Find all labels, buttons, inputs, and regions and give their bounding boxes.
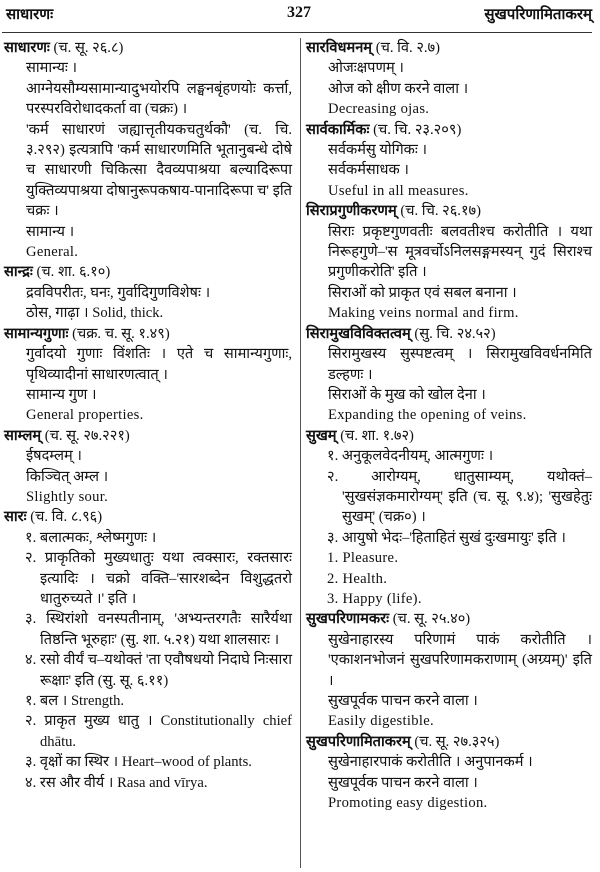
- definition-line: General properties.: [26, 407, 144, 424]
- definition-line: किञ्चित् अम्ल ।: [26, 468, 109, 485]
- dictionary-entry: [306, 732, 592, 814]
- source-reference: (च. सू. २७.३२५): [414, 733, 500, 750]
- numbered-sense: ३. स्थिरांशो वनस्पतीनाम्, 'अभ्यन्तरगतैः सारैर्यथा तिष्ठन्ति भूरुहाः' (सु. शा. ५.२१) यथा शालसारः ।: [25, 611, 292, 648]
- headword: सामान्यगुणाः: [4, 325, 69, 342]
- numbered-sense: ३. वृक्षों का स्थिर । Heart–wood of plants.: [25, 754, 252, 771]
- definition-line: सुखपूर्वक पाचन करने वाला ।: [328, 774, 478, 791]
- entry-heading: [4, 262, 292, 282]
- header-left-guide-word: साधारणः: [6, 7, 54, 23]
- numbered-sense: 3. Happy (life).: [327, 590, 422, 607]
- definition-line: Useful in all measures.: [328, 182, 469, 199]
- definition-line: Promoting easy digestion.: [328, 795, 488, 812]
- headword: सिराप्रगुणीकरणम्: [306, 203, 397, 220]
- definition-line: सिराः प्रकृष्टगुणवतीः बलवतीश्च करोतीति । यथा निरूहगुणे–'स मूत्रवर्चोऽनिलसङ्गमस्यन् गुदं सिराश्च प्रगुणीकरोति' इति ।: [328, 223, 592, 281]
- source-reference: (च. वि. २.७): [375, 40, 441, 56]
- definition-line: द्रवविपरीतः, घनः, गुर्वादिगुणविशेषः ।: [26, 284, 211, 301]
- numbered-sense: ४. रसो वीर्यं च–यथोक्तं 'ता एवौषधयो निदाघे निःसारा रूक्षाः' इति (सु. सू. ६.११): [25, 652, 292, 689]
- page-number: 327: [287, 4, 311, 21]
- running-header: [6, 4, 592, 26]
- numbered-sense: २. प्राकृतिको मुख्यधातुः यथा त्वक्सारः, रक्तसारः इत्यादिः । चक्रो वक्ति–'सारशब्देन विशुद्धतरो धातुरुच्यते ।' इति ।: [25, 550, 292, 607]
- numbered-sense: ४. रस और वीर्य । Rasa and vīrya.: [25, 774, 208, 791]
- definition-line: Making veins normal and firm.: [328, 305, 519, 322]
- numbered-sense: 2. Health.: [327, 570, 388, 587]
- source-reference: (च. चि. २३.२०९): [373, 121, 462, 138]
- dictionary-entry: [4, 262, 292, 323]
- dictionary-entry: [4, 38, 292, 262]
- header-rule: [2, 32, 592, 33]
- headword: सुखपरिणामकरः: [306, 611, 390, 628]
- definition-line: सिराओं को प्राकृत एवं सबल बनाना ।: [328, 284, 517, 301]
- definition-line: सामान्य ।: [26, 223, 75, 240]
- definition-line: ओजःक्षपणम् ।: [328, 60, 404, 77]
- definition-line: General.: [26, 244, 79, 261]
- headword: सुखम्: [306, 427, 337, 444]
- headword: सारः: [4, 509, 27, 526]
- dictionary-entry: [4, 426, 292, 508]
- headword: सुखपरिणामिताकरम्: [306, 733, 411, 750]
- headword: सान्द्रः: [4, 264, 33, 281]
- numbered-sense: १. अनुकूलवेदनीयम्, आत्मगुणः ।: [327, 448, 494, 465]
- headword: सिरामुखविविक्तत्वम्: [306, 325, 411, 342]
- entry-heading: [4, 324, 292, 344]
- source-reference: (सु. चि. २४.५२): [414, 325, 496, 342]
- definition-line: 'कर्म साधारणं जह्यात्तृतीयकचतुर्थकौ' (च. चि. ३.२९२) इत्यत्रापि 'कर्म साधारणमिति भूतानुबन्धे दोषे च साधारणी चिकित्सा दैवव्यपाश्रया बल्यादिरूपा युक्तिव्यपाश्रया दोषानुरूपकषाय-पानादिरूपा च' इति चक्रः ।: [26, 121, 292, 220]
- definition-line: सुखपूर्वक पाचन करने वाला ।: [328, 693, 478, 709]
- entry-heading: [4, 38, 292, 58]
- numbered-sense: 1. Pleasure.: [327, 550, 399, 567]
- headword: साम्लम्: [4, 427, 42, 444]
- entry-heading: [306, 732, 592, 752]
- definition-line: Slightly sour.: [26, 488, 109, 505]
- entry-heading: [306, 426, 592, 446]
- definition-line: ईषदम्लम् ।: [26, 448, 82, 465]
- column-divider: [300, 38, 301, 868]
- definition-line: सुखेनाहारस्य परिणामं पाकं करोतीति । 'एकाशनभोजनं सुखपरिणामकराणाम् (अग्र्यम्)' इति ।: [328, 631, 592, 689]
- source-reference: (च. चि. २६.१७): [400, 203, 481, 220]
- definition-line: Decreasing ojas.: [328, 101, 430, 118]
- source-reference: (च. सू. २५.४०): [392, 611, 471, 628]
- definition-line: आग्नेयसौम्यसामान्यादुभयोरपि लङ्घनबृंहणयोः कर्त्ता, परस्परविरोधादकर्ता वा (चक्रः) ।: [26, 80, 292, 118]
- source-reference: (च. सू. २७.२२१): [44, 427, 130, 444]
- numbered-sense: ३. आयुषो भेदः–'हिताहितं सुखं दुःखमायुः' इति ।: [327, 529, 566, 546]
- right-column: [306, 38, 592, 813]
- left-column: [4, 38, 292, 793]
- headword: साधारणः: [4, 40, 50, 56]
- entry-heading: [306, 38, 592, 58]
- numbered-sense: २. आरोग्यम्, धातुसाम्यम्, यथोक्तं– 'सुखसंज्ञकमारोग्यम्' इति (च. सू. ९.४); 'सुखहेतुः सुखम्' (चक्र०) ।: [327, 468, 592, 526]
- dictionary-entry: [4, 507, 292, 793]
- definition-line: सर्वकर्मसाधक ।: [328, 162, 409, 179]
- definition-line: सर्वकर्मसु योगिकः ।: [328, 142, 428, 159]
- definition-line: ठोस, गाढ़ा । Solid, thick.: [26, 305, 164, 322]
- entry-heading: [306, 324, 592, 344]
- source-reference: (च. शा. ६.१०): [36, 264, 111, 281]
- dictionary-entry: [306, 120, 592, 202]
- headword: सार्वकार्मिकः: [306, 121, 370, 138]
- source-reference: (च. शा. १.७२): [340, 427, 414, 444]
- definition-line: Expanding the opening of veins.: [328, 407, 527, 424]
- definition-line: सामान्यः ।: [26, 60, 78, 77]
- source-reference: (च. सू. २६.८): [53, 40, 124, 56]
- entry-heading: [306, 120, 592, 140]
- entry-heading: [4, 507, 292, 527]
- dictionary-entry: [306, 324, 592, 426]
- dictionary-entry: [306, 201, 592, 323]
- entry-heading: [306, 201, 592, 221]
- headword: सारविधमनम्: [306, 40, 373, 56]
- entry-heading: [306, 609, 592, 629]
- definition-line: Easily digestible.: [328, 713, 434, 730]
- dictionary-entry: [306, 609, 592, 731]
- entry-heading: [4, 426, 292, 446]
- definition-line: सामान्य गुण ।: [26, 386, 97, 403]
- dictionary-entry: [306, 38, 592, 120]
- definition-line: गुर्वादयो गुणाः विंशतिः । एते च सामान्यगुणाः, पृथिव्यादीनां साधारणत्वात् ।: [26, 346, 292, 383]
- definition-line: सिरामुखस्य सुस्पष्टत्वम् । सिरामुखविवर्धनमिति डल्हणः ।: [328, 346, 592, 383]
- dictionary-entry: [306, 426, 592, 610]
- source-reference: (चक्र. च. सू. १.४९): [72, 325, 170, 342]
- dictionary-entry: [4, 324, 292, 426]
- definition-line: सुखेनाहारपाकं करोतीति । अनुपानकर्म ।: [328, 754, 533, 771]
- numbered-sense: १. बलात्मकः, श्लेष्मगुणः ।: [25, 529, 157, 546]
- source-reference: (च. वि. ८.९६): [30, 509, 103, 526]
- definition-line: ओज को क्षीण करने वाला ।: [328, 80, 469, 97]
- definition-line: सिराओं के मुख को खोल देना ।: [328, 386, 486, 403]
- numbered-sense: १. बल । Strength.: [25, 693, 125, 709]
- numbered-sense: २. प्राकृत मुख्य धातु । Constitutionally chief dhātu.: [25, 713, 292, 750]
- header-right-guide-word: सुखपरिणामिताकरम्: [484, 7, 592, 23]
